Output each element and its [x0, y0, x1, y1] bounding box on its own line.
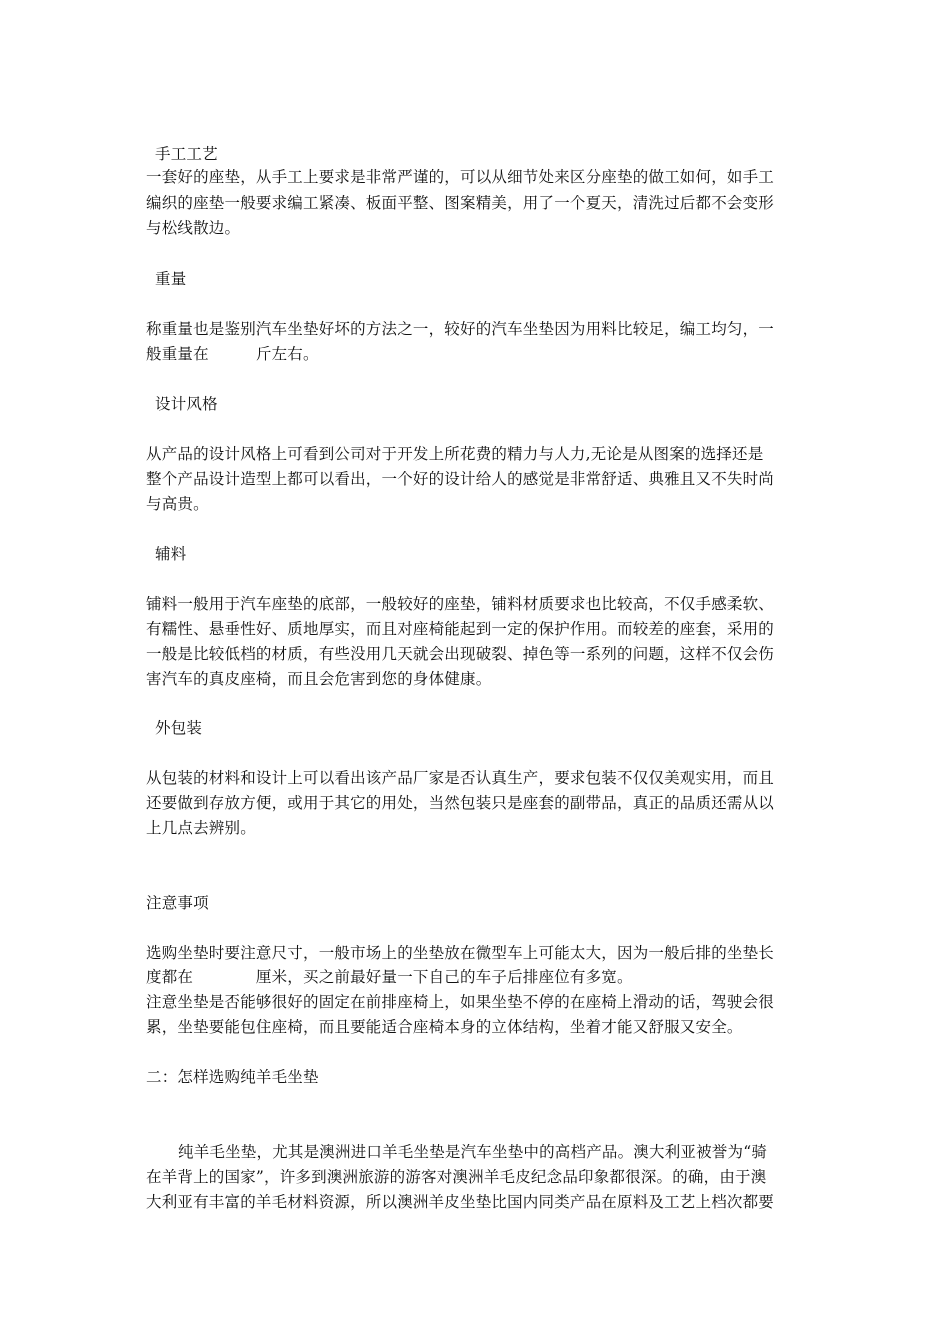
paragraph-line: 大利亚有丰富的羊毛材料资源，所以澳洲羊皮坐垫比国内同类产品在原料及工艺上档次都要 — [146, 1193, 775, 1211]
section-heading-weight: 重量 — [155, 270, 187, 288]
paragraph-line: 累，坐垫要能包住座椅，而且要能适合座椅本身的立体结构，坐着才能又舒服又安全。 — [146, 1018, 743, 1036]
section-heading-packaging: 外包装 — [155, 719, 203, 737]
paragraph-line: 般重量在 斤左右。 — [146, 345, 319, 363]
section-heading-precautions: 注意事项 — [146, 894, 209, 912]
paragraph-line: 整个产品设计造型上都可以看出，一个好的设计给人的感觉是非常舒适、典雅且又不失时尚 — [146, 470, 775, 488]
section-heading-handcraft: 手工工艺 — [155, 145, 218, 163]
section-heading-design-style: 设计风格 — [155, 395, 218, 413]
paragraph-line: 铺料一般用于汽车座垫的底部，一般较好的座垫，铺料材质要求也比较高，不仅手感柔软、 — [146, 595, 775, 613]
paragraph-line: 害汽车的真皮座椅，而且会危害到您的身体健康。 — [146, 670, 492, 688]
section-heading-wool-cushion: 二：怎样选购纯羊毛坐垫 — [146, 1068, 319, 1086]
paragraph-line: 从包装的材料和设计上可以看出该产品厂家是否认真生产，要求包装不仅仅美观实用，而且 — [146, 769, 775, 787]
paragraph-line: 与松线散边。 — [146, 219, 241, 237]
paragraph-line: 还要做到存放方便，或用于其它的用处，当然包装只是座套的副带品，真正的品质还需从以 — [146, 794, 775, 812]
paragraph-line: 一套好的座垫，从手工上要求是非常严谨的，可以从细节处来区分座垫的做工如何，如手工 — [146, 168, 775, 186]
paragraph-line: 度都在 厘米，买之前最好量一下自己的车子后排座位有多宽。 — [146, 968, 633, 986]
paragraph-line: 选购坐垫时要注意尺寸，一般市场上的坐垫放在微型车上可能太大，因为一般后排的坐垫长 — [146, 944, 775, 962]
paragraph-line: 一般是比较低档的材质，有些没用几天就会出现破裂、掉色等一系列的问题，这样不仅会伤 — [146, 645, 775, 663]
paragraph-line: 称重量也是鉴别汽车坐垫好坏的方法之一，较好的汽车坐垫因为用料比较足，编工均匀，一 — [146, 320, 775, 338]
paragraph-line: 在羊背上的国家”，许多到澳洲旅游的游客对澳洲羊毛皮纪念品印象都很深。的确，由于澳 — [146, 1168, 767, 1186]
section-heading-accessories: 辅料 — [155, 545, 187, 563]
paragraph-line: 编织的座垫一般要求编工紧凑、板面平整、图案精美，用了一个夏天，清洗过后都不会变形 — [146, 194, 775, 212]
paragraph-line: 上几点去辨别。 — [146, 819, 256, 837]
paragraph-line: 与高贵。 — [146, 495, 209, 513]
paragraph-line: 纯羊毛坐垫，尤其是澳洲进口羊毛坐垫是汽车坐垫中的高档产品。澳大利亚被誉为“骑 — [178, 1143, 768, 1161]
paragraph-line: 有糯性、悬垂性好、质地厚实，而且对座椅能起到一定的保护作用。而较差的座套，采用的 — [146, 620, 775, 638]
paragraph-line: 注意坐垫是否能够很好的固定在前排座椅上，如果坐垫不停的在座椅上滑动的话，驾驶会很 — [146, 993, 775, 1011]
paragraph-line: 从产品的设计风格上可看到公司对于开发上所花费的精力与人力,无论是从图案的选择还是 — [146, 445, 764, 463]
